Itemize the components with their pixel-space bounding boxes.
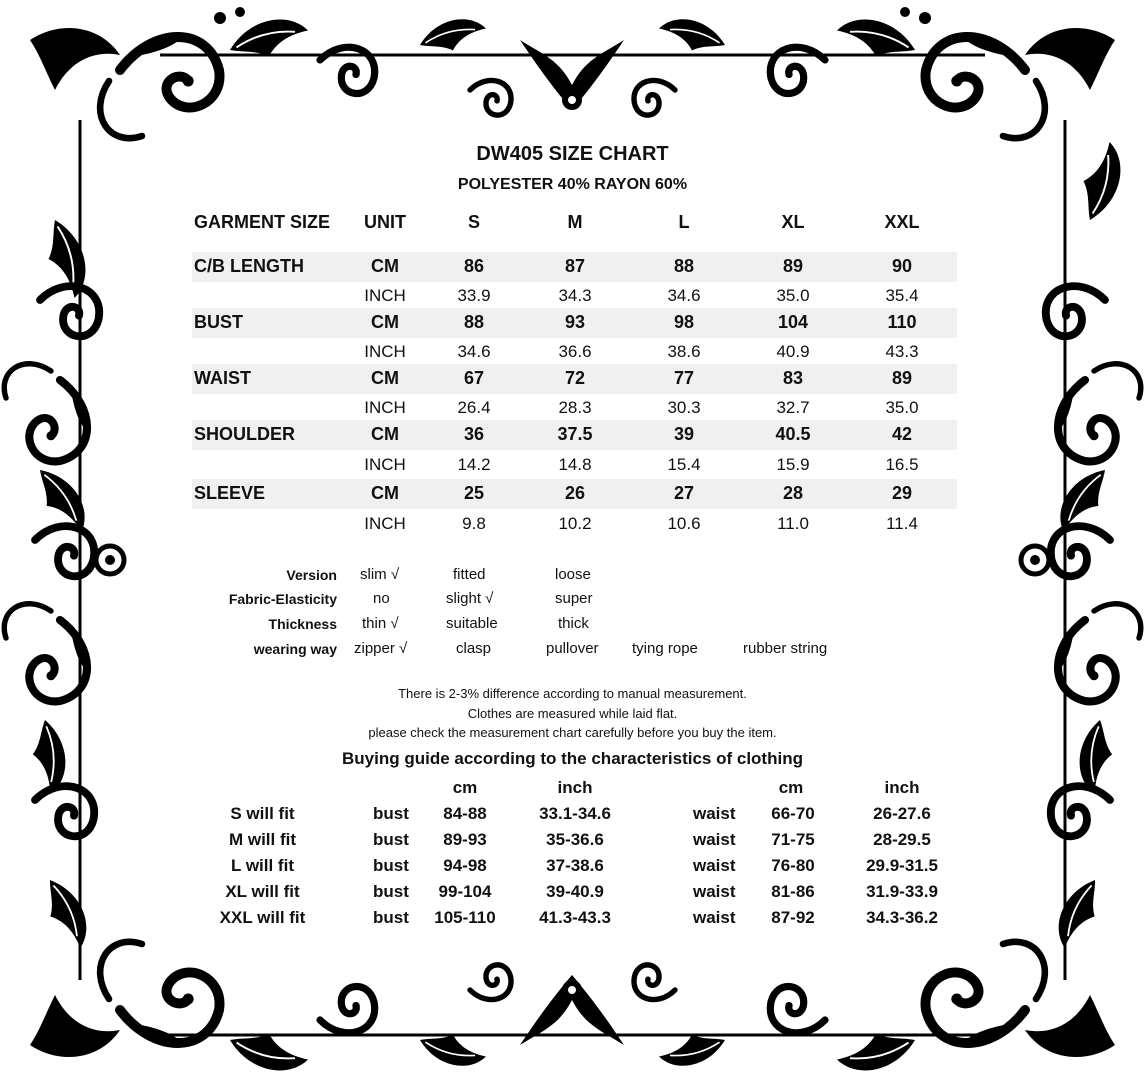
value-cm-xl: 40.5 — [775, 424, 811, 444]
header-garment-size: GARMENT SIZE — [194, 212, 331, 232]
value-inch-s: 9.8 — [462, 514, 486, 533]
value-inch-xxl: 35.4 — [885, 286, 919, 305]
guide-unit-header: cm — [778, 778, 804, 797]
value-inch-m: 28.3 — [558, 398, 592, 417]
value-inch-xl: 11.0 — [777, 514, 809, 533]
top-ornament — [100, 7, 1045, 138]
guide-bust-inch: 41.3-43.3 — [539, 908, 611, 927]
attribute-option: tying rope — [632, 640, 698, 657]
value-cm-xl: 104 — [777, 312, 809, 332]
value-cm-xxl: 110 — [887, 312, 917, 332]
unit-inch: INCH — [364, 455, 406, 474]
guide-waist-cm: 66-70 — [771, 804, 815, 823]
value-inch-s: 14.2 — [457, 455, 491, 474]
value-cm-m: 37.5 — [557, 424, 593, 444]
value-inch-l: 38.6 — [667, 342, 701, 361]
value-cm-xxl: 90 — [891, 256, 913, 276]
value-inch-xl: 35.0 — [776, 286, 810, 305]
unit-cm: CM — [371, 483, 399, 503]
value-inch-m: 14.8 — [558, 455, 592, 474]
guide-fit-label: S will fit — [230, 804, 295, 823]
guide-waist-label: waist — [693, 882, 736, 901]
guide-waist-label: waist — [693, 830, 736, 849]
attribute-label: Fabric-Elasticity — [228, 591, 337, 607]
guide-unit-header: cm — [452, 778, 478, 797]
value-cm-m: 26 — [564, 483, 586, 503]
unit-inch: INCH — [364, 286, 406, 305]
guide-bust-cm: 105-110 — [434, 908, 496, 927]
value-inch-s: 26.4 — [457, 398, 491, 417]
value-inch-l: 10.6 — [667, 514, 701, 533]
attribute-option: super — [555, 590, 593, 607]
header-size-m: M — [567, 212, 583, 232]
guide-waist-cm: 87-92 — [771, 908, 815, 927]
unit-cm: CM — [371, 368, 399, 388]
value-inch-xl: 15.9 — [776, 455, 810, 474]
value-inch-s: 33.9 — [457, 286, 491, 305]
value-inch-m: 36.6 — [558, 342, 592, 361]
measurement-label: SLEEVE — [194, 483, 266, 503]
value-cm-s: 36 — [463, 424, 485, 444]
attribute-option: slim √ — [360, 566, 400, 583]
attribute-option: thick — [558, 615, 589, 632]
guide-waist-label: waist — [693, 908, 736, 927]
measurement-label: SHOULDER — [194, 424, 296, 444]
attribute-option: fitted — [453, 566, 486, 583]
attribute-option: no — [373, 590, 390, 607]
value-inch-xxl: 16.5 — [885, 455, 919, 474]
value-cm-s: 86 — [463, 256, 485, 276]
value-cm-l: 77 — [673, 368, 695, 388]
value-inch-m: 10.2 — [558, 514, 592, 533]
value-cm-l: 39 — [673, 424, 695, 444]
guide-waist-inch: 34.3-36.2 — [866, 908, 938, 927]
value-cm-m: 87 — [564, 256, 586, 276]
guide-bust-label: bust — [373, 882, 409, 901]
guide-fit-label: M will fit — [228, 830, 297, 849]
value-cm-s: 67 — [463, 368, 485, 388]
guide-bust-inch: 37-38.6 — [546, 856, 604, 875]
guide-bust-label: bust — [373, 856, 409, 875]
attribute-option: zipper √ — [354, 640, 408, 657]
value-inch-xxl: 11.4 — [886, 514, 918, 533]
guide-waist-cm: 71-75 — [771, 830, 815, 849]
unit-cm: CM — [371, 256, 399, 276]
fabric-composition: POLYESTER 40% RAYON 60% — [457, 176, 688, 193]
value-cm-l: 88 — [673, 256, 695, 276]
attribute-label: wearing way — [253, 641, 337, 657]
guide-bust-inch: 39-40.9 — [546, 882, 604, 901]
buying-guide-title: Buying guide according to the characteristics of clothing — [342, 749, 803, 768]
value-cm-s: 25 — [463, 483, 485, 503]
attribute-label: Thickness — [268, 616, 337, 632]
header-unit: UNIT — [364, 212, 406, 232]
guide-waist-cm: 76-80 — [771, 856, 815, 875]
attribute-option: loose — [555, 566, 591, 583]
value-cm-xxl: 89 — [891, 368, 913, 388]
guide-bust-label: bust — [373, 908, 409, 927]
value-cm-s: 88 — [463, 312, 485, 332]
value-inch-s: 34.6 — [457, 342, 491, 361]
guide-fit-label: XXL will fit — [219, 908, 306, 927]
unit-inch: INCH — [364, 342, 406, 361]
attribute-option: slight √ — [446, 590, 494, 607]
value-cm-xl: 28 — [782, 483, 804, 503]
attribute-option: suitable — [446, 615, 498, 632]
guide-waist-label: waist — [693, 804, 736, 823]
header-size-l: L — [678, 212, 690, 232]
guide-waist-label: waist — [693, 856, 736, 875]
guide-fit-label: XL will fit — [225, 882, 300, 901]
value-cm-l: 98 — [673, 312, 695, 332]
guide-bust-cm: 84-88 — [443, 804, 487, 823]
guide-unit-header: inch — [884, 778, 920, 797]
value-cm-m: 72 — [564, 368, 586, 388]
unit-cm: CM — [371, 312, 399, 332]
value-inch-m: 34.3 — [558, 286, 592, 305]
note-line: Clothes are measured while laid flat. — [467, 706, 678, 721]
guide-bust-cm: 99-104 — [438, 882, 492, 901]
unit-cm: CM — [371, 424, 399, 444]
note-line: There is 2-3% difference according to manual measurement. — [398, 686, 747, 701]
measurement-label: WAIST — [194, 368, 251, 388]
guide-bust-inch: 35-36.6 — [546, 830, 604, 849]
guide-waist-inch: 29.9-31.5 — [866, 856, 938, 875]
header-size-xxl: XXL — [884, 212, 920, 232]
attribute-label: Version — [286, 567, 337, 583]
chart-title: DW405 SIZE CHART — [476, 143, 669, 165]
guide-bust-cm: 94-98 — [443, 856, 487, 875]
value-cm-l: 27 — [673, 483, 695, 503]
attribute-option: pullover — [546, 640, 599, 657]
note-line: please check the measurement chart carefully before you buy the item. — [368, 725, 777, 740]
unit-inch: INCH — [364, 398, 406, 417]
value-cm-m: 93 — [564, 312, 586, 332]
value-inch-xl: 32.7 — [776, 398, 810, 417]
guide-bust-label: bust — [373, 804, 409, 823]
measurement-label: BUST — [194, 312, 243, 332]
guide-waist-inch: 31.9-33.9 — [866, 882, 938, 901]
guide-unit-header: inch — [557, 778, 593, 797]
guide-waist-inch: 28-29.5 — [873, 830, 931, 849]
value-inch-xxl: 35.0 — [885, 398, 919, 417]
measurement-label: C/B LENGTH — [194, 256, 304, 276]
value-inch-xl: 40.9 — [776, 342, 810, 361]
left-ornament — [4, 220, 124, 952]
value-cm-xl: 83 — [782, 368, 804, 388]
guide-bust-label: bust — [373, 830, 409, 849]
value-cm-xxl: 42 — [891, 424, 913, 444]
attribute-option: thin √ — [362, 615, 399, 632]
value-cm-xl: 89 — [782, 256, 804, 276]
guide-bust-cm: 89-93 — [443, 830, 487, 849]
guide-fit-label: L will fit — [231, 856, 294, 875]
guide-waist-cm: 81-86 — [771, 882, 815, 901]
unit-inch: INCH — [364, 514, 406, 533]
header-size-s: S — [467, 212, 480, 232]
value-inch-l: 15.4 — [667, 455, 701, 474]
bottom-ornament — [100, 942, 1045, 1071]
guide-bust-inch: 33.1-34.6 — [539, 804, 611, 823]
value-cm-xxl: 29 — [891, 483, 913, 503]
attribute-option: clasp — [456, 640, 492, 657]
attribute-option: rubber string — [743, 640, 828, 657]
header-size-xl: XL — [781, 212, 805, 232]
value-inch-xxl: 43.3 — [885, 342, 919, 361]
value-inch-l: 34.6 — [667, 286, 701, 305]
guide-waist-inch: 26-27.6 — [873, 804, 931, 823]
value-inch-l: 30.3 — [667, 398, 701, 417]
right-ornament — [1021, 142, 1141, 952]
